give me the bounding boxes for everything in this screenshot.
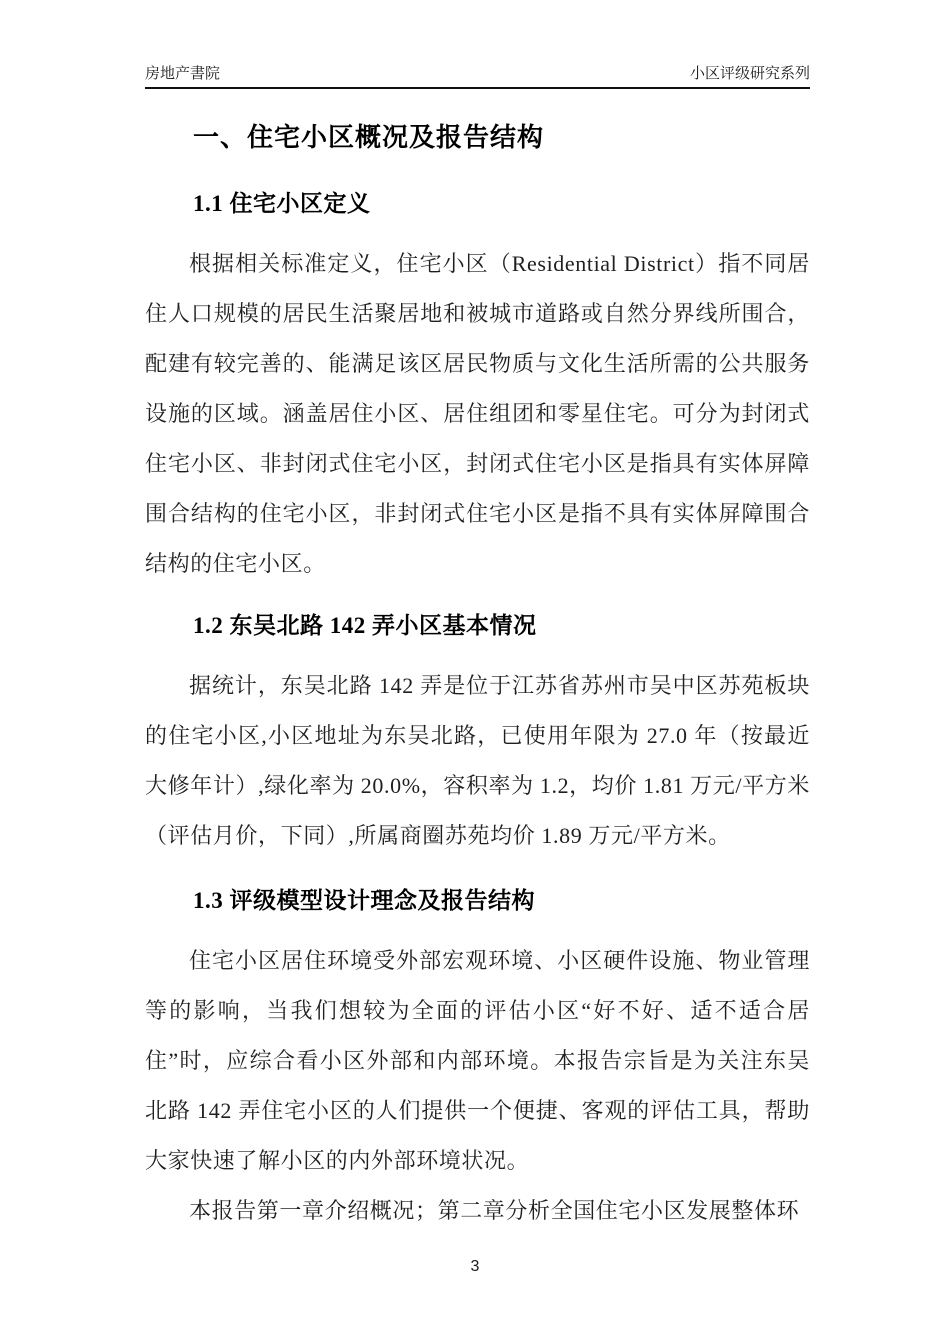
section-heading-1-1: 1.1 住宅小区定义 [193, 191, 371, 216]
section-heading-1-2: 1.2 东吴北路 142 弄小区基本情况 [193, 613, 537, 638]
header-right-text: 小区评级研究系列 [689, 65, 810, 82]
section-1-1 [145, 189, 810, 589]
page-number: 3 [470, 1258, 480, 1275]
paragraph: 根据相关标准定义，住宅小区（Residential District）指不同居住人口规模的居民生活聚居地和被城市道路或自然分界线所围合，配建有较完善的、能满足该区居民物质与文化生活所需的公共服务设施的区域。涵盖居住小区、居住组团和零星住宅。可分为封闭式住宅小区、非封闭式住宅小区，封闭式住宅小区是指具有实体屏障围合结构的住宅小区，非封闭式住宅小区是指不具有实体屏障围合结构的住宅小区。 [145, 251, 810, 576]
page-title: 一、住宅小区概况及报告结构 [193, 123, 545, 152]
paragraph: 据统计，东吴北路 142 弄是位于江苏省苏州市吴中区苏苑板块的住宅小区,小区地址为东吴北路，已使用年限为 27.0 年（按最近大修年计）,绿化率为 20.0%，容积率为 1.2，均价 1.81 万元/平方米（评估月价，下同）,所属商圈苏苑均价 1.89 万元/平方米。 [145, 673, 810, 848]
section-1-2 [145, 611, 810, 861]
paragraph: 本报告第一章介绍概况；第二章分析全国住宅小区发展整体环 [189, 1198, 800, 1223]
section-1-3 [145, 886, 810, 1236]
page-content [145, 0, 810, 1236]
header-left-text: 房地产書院 [145, 65, 221, 82]
section-heading-1-3: 1.3 评级模型设计理念及报告结构 [193, 888, 535, 913]
page-footer [0, 1258, 950, 1276]
page-header [145, 64, 810, 89]
paragraph: 住宅小区居住环境受外部宏观环境、小区硬件设施、物业管理等的影响，当我们想较为全面的评估小区“好不好、适不适合居住”时，应综合看小区外部和内部环境。本报告宗旨是为关注东吴北路 142 弄住宅小区的人们提供一个便捷、客观的评估工具，帮助大家快速了解小区的内外部环境状况。 [145, 948, 810, 1173]
